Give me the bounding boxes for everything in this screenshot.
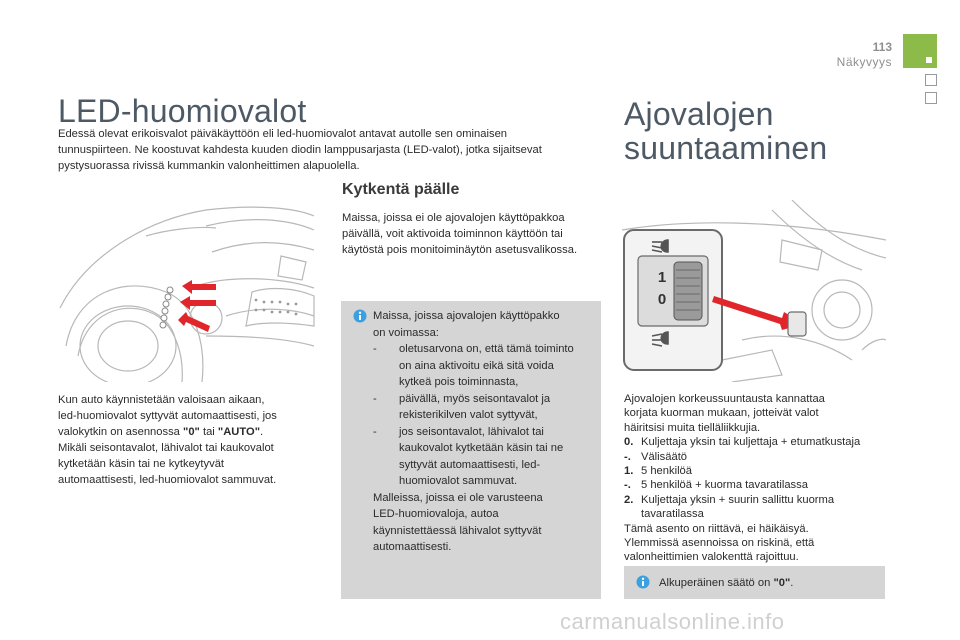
switch-position-zero: "0" (183, 426, 200, 438)
aiming-title (624, 97, 827, 165)
aiming-list-key: 2. (624, 493, 634, 506)
note-line: kaukovalot kytketään käsin tai ne (399, 442, 564, 454)
led-text-line: Kun auto käynnistetään valoisaan aikaan, (58, 394, 265, 406)
led-text-part: valokytkin on asennossa (58, 426, 184, 438)
aiming-list-value: 5 henkilöä (641, 465, 693, 478)
aiming-list-item (624, 493, 894, 522)
section-title: Näkyvyys (836, 55, 892, 69)
page-number: 113 (872, 40, 892, 54)
note-line: Malleissa, joissa ei ole varusteena (373, 491, 543, 504)
switch-position-auto: "AUTO" (217, 426, 261, 438)
led-title: LED-huomiovalot (58, 93, 307, 129)
note-content (373, 308, 595, 556)
aiming-list-value (641, 493, 894, 522)
note-line: rekisterikilven valot syttyvät, (399, 409, 538, 421)
section-tab-active[interactable] (903, 34, 937, 68)
info-icon (353, 309, 367, 323)
aiming-list-item (624, 435, 894, 449)
led-text-part: tai (199, 426, 218, 438)
aiming-list-item (624, 464, 894, 478)
switch-on-line: käytöstä pois monitoiminäytön asetusvalikossa. (342, 244, 578, 256)
info-icon (636, 575, 650, 589)
note-line: LED-huomiovaloja, autoa (373, 508, 499, 520)
note-line: jos seisontavalot, lähivalot tai (399, 425, 544, 438)
tab-marker-icon (926, 57, 932, 63)
led-text-line: Mikäli seisontavalot, lähivalot tai kaukovalot (58, 442, 274, 454)
note-line: kytkeä pois toiminnasta, (399, 376, 519, 388)
led-intro (58, 126, 598, 174)
aiming-outro-line: Ylemmissä asennoissa on riskinä, että (624, 537, 815, 550)
note-item (373, 341, 595, 391)
note-line: huomiovalot sammuvat. (399, 475, 518, 487)
note-line: automaattisesti. (373, 541, 452, 553)
section-tab-2[interactable] (925, 74, 937, 86)
aiming-list-key: -. (624, 450, 631, 463)
aiming-list-item (624, 450, 894, 464)
dial-mark-one: 1 (657, 269, 667, 286)
aiming-note-text (659, 575, 793, 591)
note-dash: - (373, 425, 377, 438)
aiming-list-item (624, 478, 894, 492)
note-line: on aina aktivoitu eikä sitä voida (399, 359, 554, 372)
switch-on-text (342, 210, 607, 258)
led-text-part: . (260, 426, 264, 438)
section-tab-3[interactable] (925, 92, 937, 104)
aiming-note-end: . (790, 577, 794, 589)
switch-on-line: päivällä, voit aktivoida toiminnon käyttöön tai (342, 228, 563, 240)
led-text-line: led-huomiovalot syttyvät automaattisesti, jos (58, 410, 277, 422)
aiming-list-line: Kuljettaja yksin + suurin sallittu kuorma (641, 493, 835, 506)
led-intro-line: pystysuorassa rivissä kummankin valonheittimen alapuolella. (58, 160, 360, 172)
note-line: syttyvät automaattisesti, led- (399, 458, 541, 471)
aiming-intro-line: Ajovalojen korkeussuuntausta kannattaa (624, 393, 825, 405)
note-line: on voimassa: (373, 326, 439, 339)
aiming-note-box (624, 566, 885, 599)
led-arrows-icon (166, 278, 236, 338)
aiming-list-key: -. (624, 479, 631, 492)
aiming-text (624, 392, 894, 565)
note-dash: - (373, 392, 377, 405)
note-line: käynnistettäessä lähivalot syttyvät (373, 524, 542, 537)
note-box (341, 301, 601, 599)
aiming-title-line: suuntaaminen (624, 130, 828, 166)
aiming-list-key: 1. (624, 465, 634, 478)
led-text-line (58, 424, 318, 440)
aiming-title-line: Ajovalojen (624, 96, 774, 132)
aiming-note-label: Alkuperäinen säätö on (659, 577, 774, 589)
switch-on-title: Kytkentä päälle (342, 181, 460, 198)
led-intro-line: tunnuspiirteen. Ne koostuvat kahdesta kuuden diodin lamppusarjasta (LED-valot), jotka sijaitsevat (58, 144, 542, 156)
note-line: oletusarvona on, että tämä toiminto (399, 343, 574, 355)
aiming-list-value: Kuljettaja yksin tai kuljettaja + etumatkustaja (641, 436, 861, 449)
aiming-outro-line: valonheittimien valokenttä rajoittuu. (624, 551, 799, 564)
note-item (373, 424, 595, 490)
aiming-list-key: 0. (624, 436, 634, 449)
note-item (373, 391, 595, 424)
note-line: Maissa, joissa ajovalojen käyttöpakko (373, 310, 560, 322)
watermark: carmanualsonline.info (560, 609, 785, 634)
led-description (58, 392, 318, 488)
aiming-note-value: "0" (773, 577, 791, 589)
aiming-list-value: Välisäätö (641, 450, 688, 463)
switch-on-line: Maissa, joissa ei ole ajovalojen käyttöpakkoa (342, 212, 565, 224)
led-text-line: automaattisesti, led-huomiovalot sammuvat. (58, 474, 277, 486)
headlight-adjuster-illustration (622, 200, 886, 382)
led-intro-line: Edessä olevat erikoisvalot päiväkäyttöön eli led-huomiovalot antavat autolle sen ominaisen (58, 128, 508, 140)
aiming-list-value: 5 henkilöä + kuorma tavaratilassa (641, 479, 808, 492)
note-line: päivällä, myös seisontavalot ja (399, 392, 551, 405)
aiming-list-line: tavaratilassa (641, 508, 704, 521)
note-dash: - (373, 343, 377, 355)
aiming-outro-line: Tämä asento on riittävä, ei häikäisyä. (624, 522, 809, 535)
dial-mark-zero: 0 (657, 291, 667, 308)
aiming-intro-line: korjata kuorman mukaan, jotteivät valot (624, 407, 819, 420)
aiming-intro-line: häiritsisi muita tielläliikkujia. (624, 421, 761, 434)
led-text-line: kytketään käsin tai ne kytkeytyvät (58, 458, 225, 470)
